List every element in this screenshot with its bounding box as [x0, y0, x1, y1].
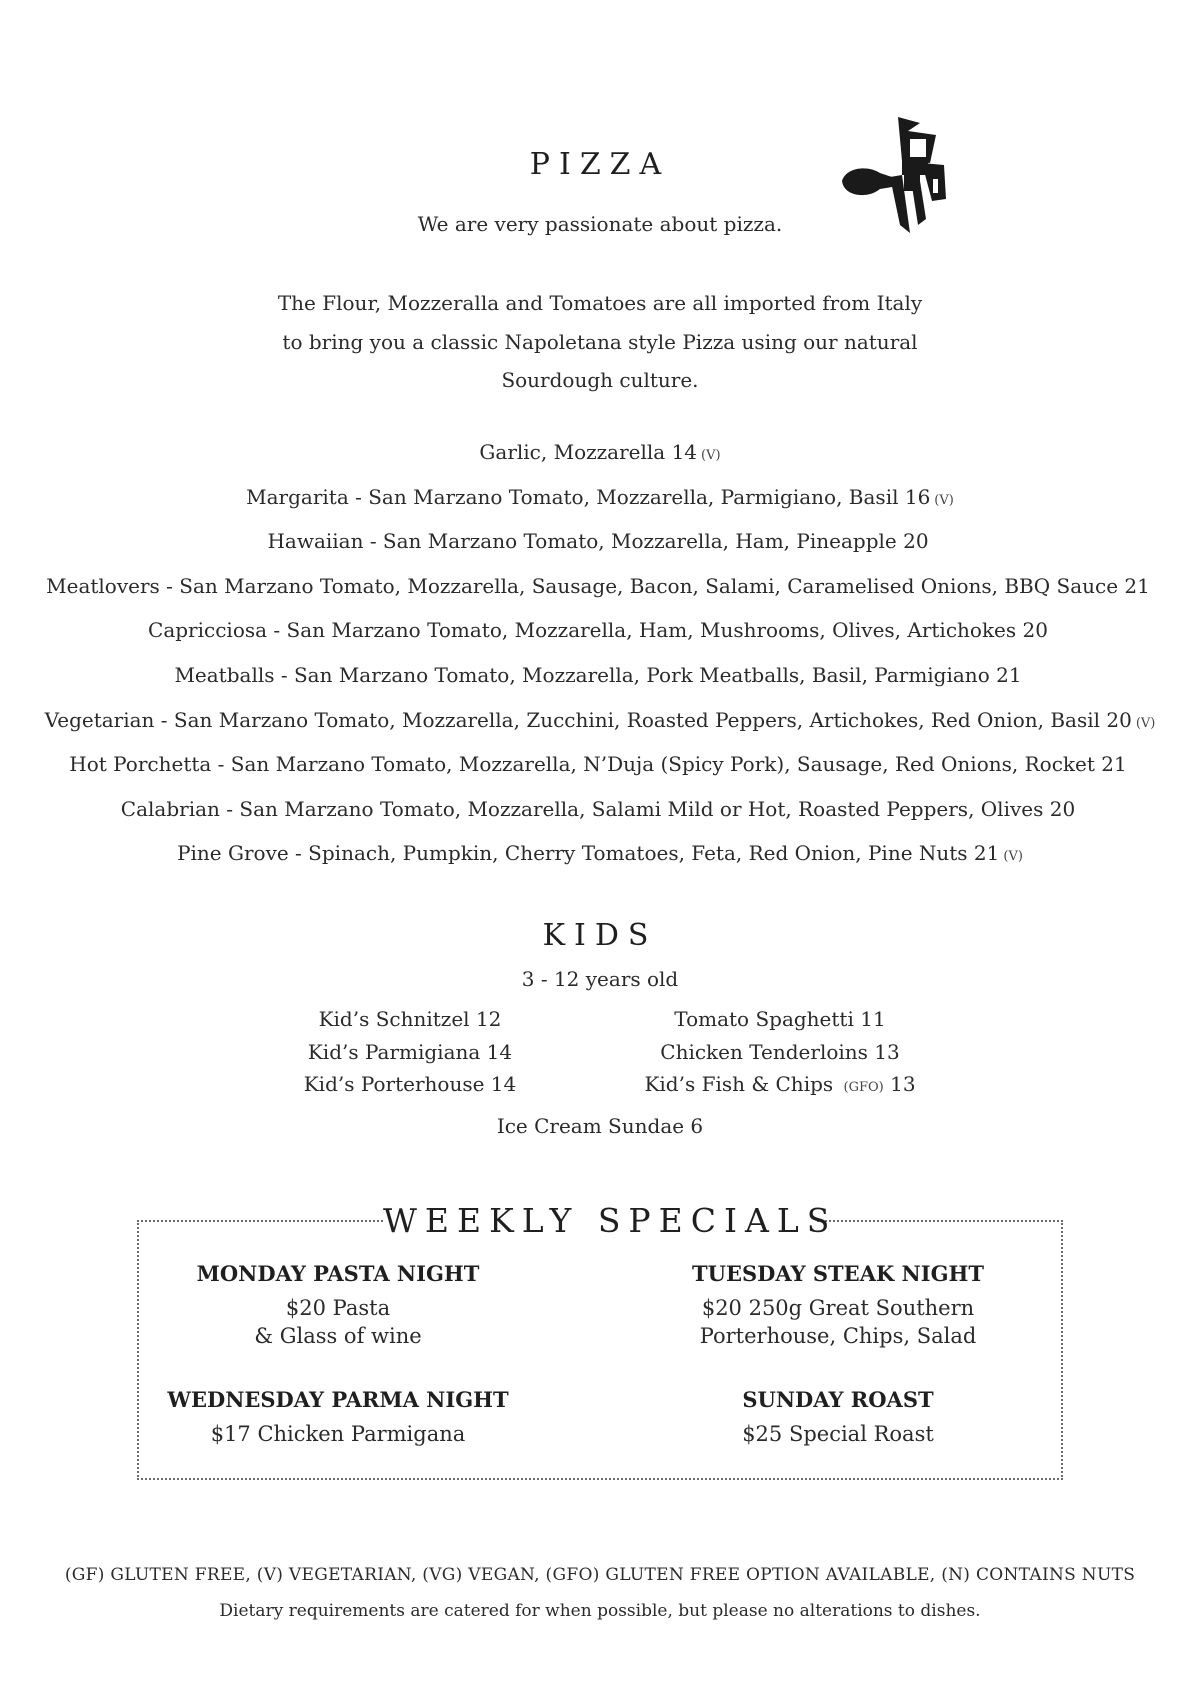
intro-line: to bring you a classic Napoletana style Pizza using our natural: [282, 329, 918, 354]
pizza-item: [0, 438, 1200, 483]
special-wednesday: [128, 1386, 548, 1448]
item-text: Tomato Spaghetti 11: [674, 1007, 886, 1031]
item-text: Meatlovers - San Marzano Tomato, Mozzarella, Sausage, Bacon, Salami, Caramelised Onions, BBQ Sauce 21: [46, 573, 1150, 598]
special-monday: [128, 1260, 548, 1350]
special-line: Porterhouse, Chips, Salad: [699, 1324, 977, 1348]
kids-item: [620, 1003, 940, 1036]
kids-age-range: 3 - 12 years old: [521, 967, 679, 991]
pizza-item: [0, 616, 1200, 661]
item-text: Garlic, Mozzarella 14: [479, 440, 698, 464]
item-price: 13: [890, 1072, 916, 1096]
pizza-item: [0, 795, 1200, 840]
item-text: Kid’s Fish & Chips: [644, 1072, 834, 1096]
kids-dessert: Ice Cream Sundae 6: [496, 1114, 704, 1138]
item-text: Pine Grove - Spinach, Pumpkin, Cherry Tomatoes, Feta, Red Onion, Pine Nuts 21: [177, 841, 1000, 866]
kids-menu-right-column: [620, 1003, 940, 1105]
special-line: & Glass of wine: [254, 1324, 422, 1348]
pizza-intro: [0, 284, 1200, 400]
special-line: $17 Chicken Parmigana: [210, 1422, 466, 1446]
item-text: Meatballs - San Marzano Tomato, Mozzarella, Pork Meatballs, Basil, Parmigiano 21: [174, 662, 1022, 687]
kids-item: [620, 1036, 940, 1069]
pizza-item: [0, 706, 1200, 751]
pizza-tagline: We are very passionate about pizza.: [417, 212, 783, 236]
kids-item: Kid’s Porterhouse 14: [303, 1072, 517, 1096]
kids-item: [620, 1068, 940, 1105]
special-tuesday: [628, 1260, 1048, 1350]
kids-section-title: KIDS: [542, 918, 658, 953]
special-line: $20 Pasta: [285, 1296, 391, 1320]
dietary-legend: (GF) GLUTEN FREE, (V) VEGETARIAN, (VG) VEGAN, (GFO) GLUTEN FREE OPTION AVAILABLE, (N) CONTAINS NUTS: [64, 1565, 1136, 1585]
special-description: [128, 1294, 548, 1350]
pizza-item: [0, 572, 1200, 617]
item-text: Capricciosa - San Marzano Tomato, Mozzarella, Ham, Mushrooms, Olives, Artichokes 20: [148, 618, 1048, 643]
dietary-tag: (GFO): [843, 1080, 884, 1095]
special-description: [628, 1294, 1048, 1350]
dietary-tag: (V): [934, 492, 954, 508]
special-name: TUESDAY STEAK NIGHT: [692, 1261, 984, 1286]
pizza-item: [0, 661, 1200, 706]
special-line: $25 Special Roast: [742, 1422, 934, 1446]
special-description: [628, 1420, 1048, 1448]
kids-menu-left-column: [290, 1003, 530, 1101]
pizza-item: [0, 483, 1200, 528]
item-text: Chicken Tenderloins 13: [660, 1039, 900, 1064]
weekly-specials-title: WEEKLY SPECIALS: [383, 1196, 817, 1246]
special-name: MONDAY PASTA NIGHT: [196, 1261, 480, 1286]
special-line: $20 250g Great Southern: [701, 1296, 975, 1320]
dietary-tag: (V): [1003, 849, 1023, 865]
pizza-section-title: PIZZA: [529, 147, 671, 182]
intro-line: The Flour, Mozzeralla and Tomatoes are all imported from Italy: [277, 291, 923, 315]
special-description: [128, 1420, 548, 1448]
item-text: Calabrian - San Marzano Tomato, Mozzarella, Salami Mild or Hot, Roasted Peppers, Olives 20: [120, 796, 1076, 821]
item-text: Margarita - San Marzano Tomato, Mozzarella, Parmigiano, Basil 16: [246, 484, 931, 509]
special-sunday: [628, 1386, 1048, 1448]
item-text: Hot Porchetta - San Marzano Tomato, Mozzarella, N’Duja (Spicy Pork), Sausage, Red Onions, Rocket 21: [69, 752, 1127, 777]
item-text: Vegetarian - San Marzano Tomato, Mozzarella, Zucchini, Roasted Peppers, Artichokes, Red Onion, Basil 20: [44, 707, 1132, 732]
pizza-item: [0, 839, 1200, 884]
dietary-note: Dietary requirements are catered for when possible, but please no alterations to dishes.: [219, 1601, 981, 1621]
kids-item: Kid’s Parmigiana 14: [307, 1039, 513, 1064]
item-text: Hawaiian - San Marzano Tomato, Mozzarella, Ham, Pineapple 20: [267, 529, 929, 554]
special-name: SUNDAY ROAST: [742, 1387, 934, 1412]
pizza-list: [0, 438, 1200, 884]
dietary-tag: (V): [1135, 715, 1156, 731]
dietary-tag: (V): [701, 448, 721, 463]
kids-item: Kid’s Schnitzel 12: [318, 1007, 502, 1031]
pizza-item: [0, 750, 1200, 795]
special-name: WEDNESDAY PARMA NIGHT: [167, 1387, 509, 1412]
intro-line: Sourdough culture.: [501, 368, 699, 392]
pizza-item: [0, 527, 1200, 572]
